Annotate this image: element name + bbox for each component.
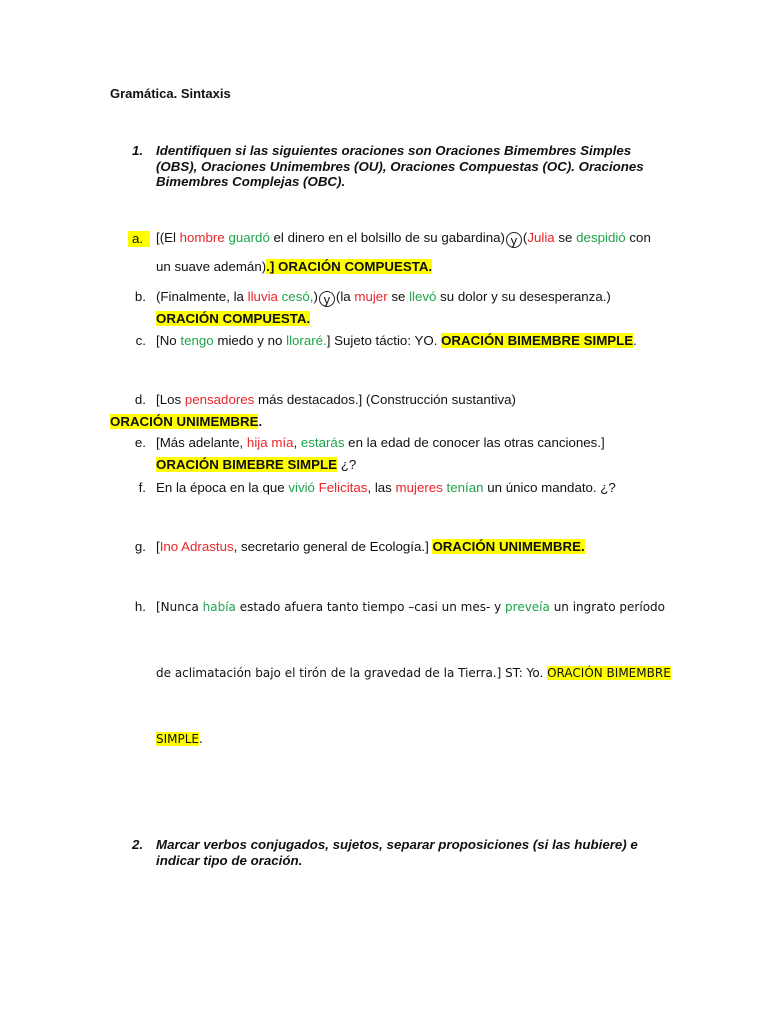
question-2-text: Marcar verbos conjugados, sujetos, separar proposiciones (si las hubiere) e indicar tipo de oración.: [156, 837, 638, 868]
item-c-label: c.: [135, 333, 146, 348]
text-segment: ¿?: [337, 457, 357, 472]
verb-preveia: preveía: [505, 600, 550, 614]
item-f-label: f.: [138, 480, 146, 495]
subject-felicitas: Felicitas: [318, 480, 368, 495]
answer-a: .] ORACIÓN COMPUESTA.: [266, 259, 433, 274]
conjunction-circle: y: [319, 291, 335, 307]
verb-llevo: llevó: [409, 289, 437, 304]
verb-estaras: estarás: [300, 435, 345, 450]
subject-lluvia: lluvia: [247, 289, 278, 304]
item-d-line1: [156, 392, 516, 408]
item-h-line1: [156, 599, 665, 615]
item-g-label: g.: [134, 539, 146, 554]
answer-g: ORACIÓN UNIMEMBRE.: [432, 539, 585, 554]
verb-vivio: vivió: [288, 480, 315, 495]
question-1-number: 1.: [132, 143, 144, 158]
text-segment: un único mandato. ¿?: [483, 480, 616, 495]
item-d-label: d.: [134, 392, 146, 407]
text-segment: (la: [335, 289, 355, 304]
conjunction-circle: y: [506, 232, 522, 248]
item-b-line2: [156, 311, 310, 327]
text-segment: [No: [156, 333, 181, 348]
verb-tenian: tenían: [446, 480, 484, 495]
answer-h-part1: ORACIÓN BIMEMBRE: [547, 666, 671, 680]
item-a-label: a.: [128, 231, 150, 247]
item-d-line2: [110, 414, 262, 430]
text-segment: se: [387, 289, 410, 304]
item-e-label: e.: [134, 435, 146, 450]
item-e-line2: [156, 457, 356, 473]
text-segment: ): [313, 289, 318, 304]
text-segment: un suave ademán): [156, 259, 267, 274]
answer-b: ORACIÓN COMPUESTA.: [156, 311, 311, 326]
text-segment: un ingrato período: [549, 600, 665, 614]
subject-pensadores: pensadores: [184, 392, 255, 407]
item-g-line1: [156, 539, 585, 555]
text-segment: .: [633, 333, 637, 348]
subject-mujer: mujer: [354, 289, 388, 304]
page-title: Gramática. Sintaxis: [110, 86, 231, 101]
text-segment: [Más adelante,: [156, 435, 247, 450]
text-segment: miedo y no: [213, 333, 287, 348]
answer-d: ORACIÓN UNIMEMBRE: [110, 414, 259, 429]
text-segment: su dolor y su desesperanza.): [436, 289, 611, 304]
text-segment: estado afuera tanto tiempo –casi un mes- y: [235, 600, 506, 614]
item-a-line2: [156, 259, 432, 275]
verb-despidio: despidió: [576, 230, 626, 245]
answer-h-part2: SIMPLE: [156, 732, 200, 746]
text-segment: , secretario general de Ecología.]: [233, 539, 433, 554]
item-h-label: h.: [134, 599, 146, 614]
item-f-line1: [156, 480, 616, 496]
text-segment: ,: [293, 435, 301, 450]
answer-c: ORACIÓN BIMEMBRE SIMPLE: [441, 333, 634, 348]
text-segment: de aclimatación bajo el tirón de la gravedad de la Tierra.] ST: Yo.: [156, 666, 548, 680]
subject-mujeres: mujeres: [395, 480, 443, 495]
verb-habia: había: [202, 600, 236, 614]
text-segment: con: [625, 230, 651, 245]
item-h-line3: [156, 731, 203, 747]
subject-hombre: hombre: [179, 230, 225, 245]
text-segment: más destacados.] (Construcción sustantiva): [254, 392, 516, 407]
answer-e: ORACIÓN BIMEBRE SIMPLE: [156, 457, 337, 472]
subject-julia: Julia: [527, 230, 555, 245]
question-2-number: 2.: [132, 837, 144, 852]
text-segment: , las: [367, 480, 396, 495]
text-segment: .: [199, 732, 203, 746]
item-c-line1: [156, 333, 637, 349]
question-1-text: Identifiquen si las siguientes oraciones son Oraciones Bimembres Simples (OBS), Oraciones Unimembres (OU), Oraciones Compuestas (OC). Oraciones Bimembres Complejas (OBC).: [156, 143, 644, 189]
verb-guardo: guardó: [228, 230, 270, 245]
item-h-line2: [156, 665, 671, 681]
verb-tengo: tengo: [180, 333, 214, 348]
text-segment: se: [554, 230, 577, 245]
text-segment: [(El: [156, 230, 180, 245]
text-segment: (Finalmente, la: [156, 289, 248, 304]
vocative-hija-mia: hija mía: [246, 435, 294, 450]
text-segment: (: [522, 230, 528, 245]
text-segment: .: [258, 414, 263, 429]
item-b-label: b.: [134, 289, 146, 304]
verb-llorare: lloraré.: [286, 333, 327, 348]
verb-ceso: cesó,: [281, 289, 314, 304]
text-segment: [Nunca: [156, 600, 203, 614]
text-segment: [: [156, 539, 160, 554]
item-a-line1: [156, 230, 651, 248]
text-segment: [Los: [156, 392, 185, 407]
text-segment: el dinero en el bolsillo de su gabardina): [269, 230, 505, 245]
item-e-line1: [156, 435, 605, 451]
text-segment: En la época en la que: [156, 480, 289, 495]
text-segment: en la edad de conocer las otras canciones.]: [344, 435, 605, 450]
text-segment: ] Sujeto táctio: YO.: [326, 333, 442, 348]
subject-ino-adrastus: Ino Adrastus: [159, 539, 234, 554]
item-b-line1: [156, 289, 611, 307]
